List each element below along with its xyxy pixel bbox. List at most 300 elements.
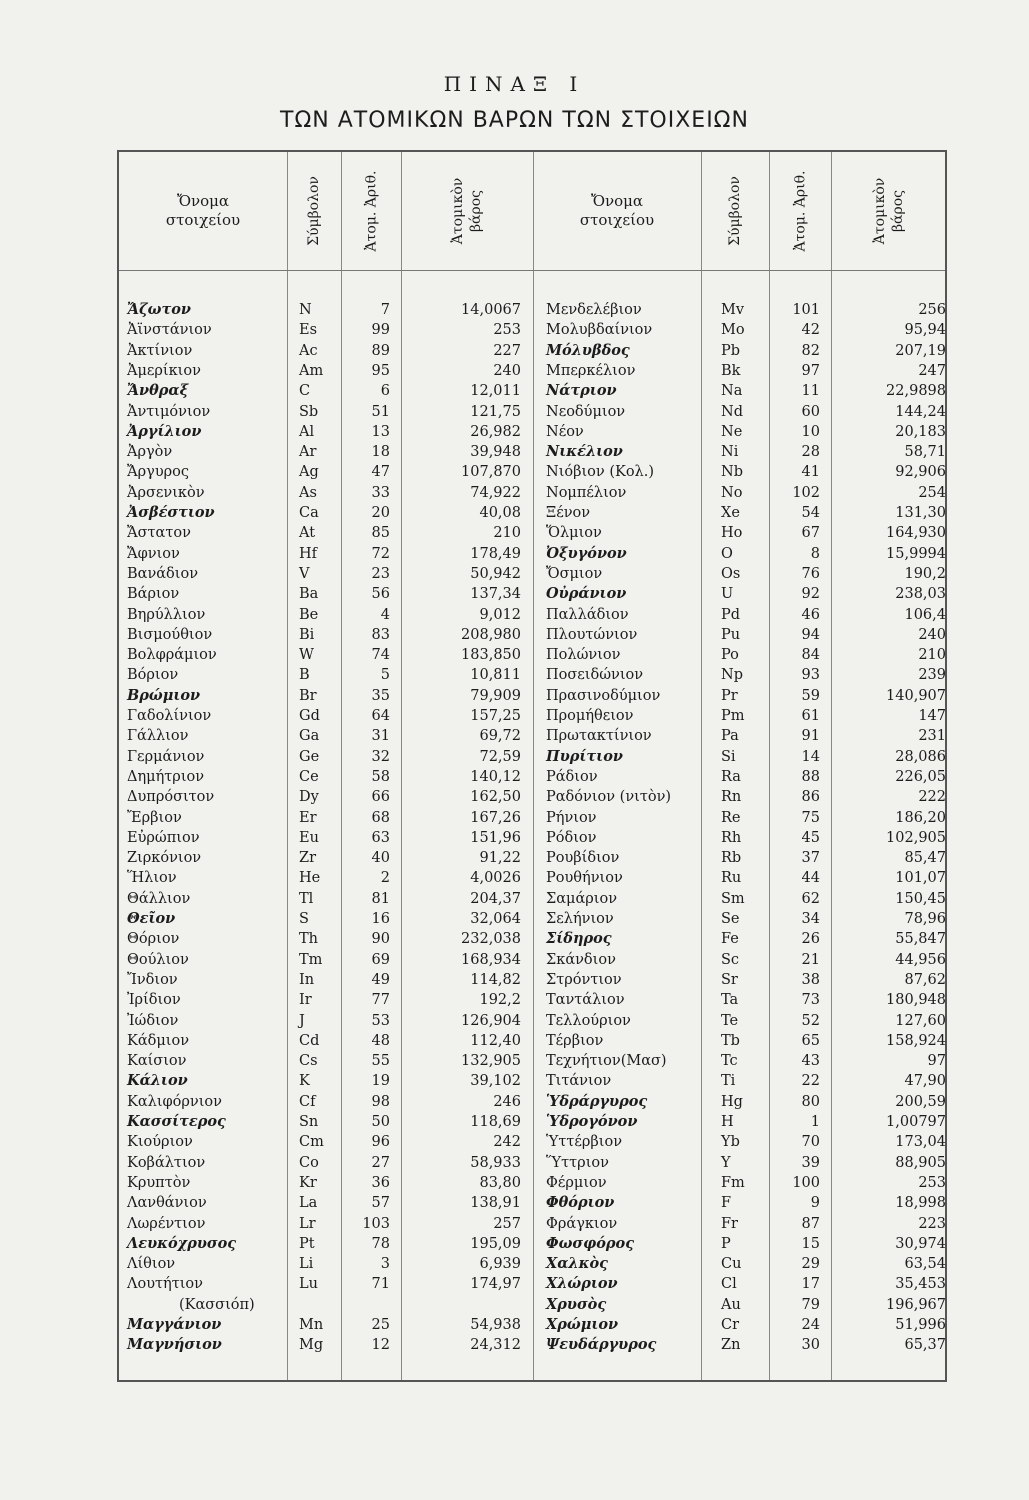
atomic-weight: 200,59	[895, 1093, 946, 1110]
atomic-weight: 50,942	[470, 565, 521, 582]
element-symbol: Te	[721, 1012, 739, 1029]
atomic-weights-table	[117, 150, 947, 1382]
atomic-number: 68	[371, 809, 390, 826]
element-name: Ραδόνιον (νιτὸν)	[546, 789, 672, 806]
atomic-number: 51	[371, 403, 390, 420]
atomic-number: 2	[380, 870, 390, 887]
element-symbol: Ac	[299, 342, 318, 359]
element-name: Σελήνιον	[546, 911, 614, 927]
element-symbol: Xe	[721, 505, 740, 521]
element-symbol: H	[721, 1114, 734, 1130]
atomic-weight: 157,25	[470, 708, 521, 724]
table-row	[119, 1335, 945, 1355]
element-name: Φωσφόρος	[546, 1234, 635, 1252]
atomic-number: 57	[371, 1195, 390, 1212]
atomic-number: 64	[371, 708, 390, 724]
atomic-weight: 32,064	[470, 911, 521, 927]
element-name: Λωρέντιον	[127, 1215, 206, 1232]
element-symbol: Sm	[721, 890, 745, 907]
element-symbol: At	[299, 525, 316, 542]
atomic-weight: 40,08	[479, 505, 521, 521]
header-divider	[119, 270, 945, 271]
table-row	[119, 422, 945, 442]
table-row	[119, 402, 945, 422]
table-row	[119, 665, 945, 685]
element-name: Βρώμιον	[127, 686, 201, 704]
atomic-number: 17	[801, 1276, 820, 1293]
atomic-number: 27	[371, 1154, 390, 1171]
atomic-weight: 138,91	[470, 1195, 521, 1212]
table-row	[119, 584, 945, 604]
atomic-number: 73	[801, 992, 820, 1009]
atomic-number: 45	[801, 829, 820, 846]
element-symbol: Cf	[299, 1093, 316, 1110]
atomic-weight: 164,930	[886, 525, 946, 542]
element-name: Βάριον	[127, 586, 180, 603]
atomic-number: 33	[371, 484, 390, 501]
element-name: Οὐράνιον	[546, 585, 627, 603]
element-symbol: Ne	[721, 423, 743, 440]
table-row	[119, 787, 945, 807]
atomic-weight: 121,75	[470, 403, 521, 420]
atomic-weight: 18,998	[895, 1195, 946, 1212]
element-symbol: In	[299, 971, 315, 988]
element-symbol: Mg	[299, 1337, 324, 1354]
element-symbol: Nd	[721, 403, 743, 420]
atomic-weight: 195,09	[470, 1235, 521, 1252]
element-symbol: Sn	[299, 1114, 319, 1130]
element-symbol: Am	[299, 362, 324, 379]
atomic-weight: 137,34	[470, 586, 521, 603]
element-symbol: Pt	[299, 1235, 315, 1252]
element-symbol: Bi	[299, 626, 315, 643]
atomic-weight: 173,04	[895, 1134, 946, 1151]
atomic-number: 93	[801, 667, 820, 684]
element-name: Ζιρκόνιον	[127, 850, 202, 867]
atomic-weight: 26,982	[470, 423, 521, 440]
table-row	[119, 1193, 945, 1213]
element-name: Ἄζωτον	[127, 301, 191, 318]
atomic-number: 23	[371, 565, 390, 582]
element-name: Λανθάνιον	[127, 1195, 207, 1212]
table-row	[119, 523, 945, 543]
table-row	[119, 625, 945, 645]
atomic-number: 1	[810, 1114, 820, 1130]
atomic-weight: 35,453	[895, 1276, 946, 1293]
atomic-number: 90	[371, 931, 390, 948]
atomic-number: 30	[801, 1337, 820, 1354]
element-symbol: V	[299, 565, 310, 582]
element-symbol: Mv	[721, 302, 745, 318]
atomic-weight: 69,72	[479, 728, 521, 745]
table-row	[119, 483, 945, 503]
element-name: Τιτάνιον	[546, 1073, 612, 1090]
atomic-weight: 55,847	[895, 931, 946, 948]
element-symbol: Hf	[299, 545, 318, 562]
atomic-number: 86	[801, 789, 820, 806]
table-row	[119, 909, 945, 929]
element-name: Θεῖον	[127, 910, 176, 927]
atomic-number: 37	[801, 850, 820, 867]
atomic-weight: 91,22	[479, 850, 521, 867]
atomic-number: 36	[371, 1174, 390, 1191]
atomic-weight: 65,37	[904, 1337, 946, 1354]
element-name: Νικέλιον	[546, 443, 623, 461]
atomic-number: 12	[371, 1337, 390, 1354]
atomic-number: 66	[371, 789, 390, 806]
atomic-weight: 58,71	[904, 444, 946, 461]
atomic-number: 102	[792, 484, 820, 501]
element-symbol: Eu	[299, 829, 319, 846]
atomic-weight: 174,97	[470, 1276, 521, 1293]
atomic-weight: 147	[918, 708, 946, 724]
element-name: Πυρίτιον	[546, 747, 623, 765]
element-name: Δημήτριον	[127, 768, 205, 785]
atomic-number: 97	[801, 362, 820, 379]
atomic-number: 99	[371, 322, 390, 339]
atomic-number: 14	[801, 748, 820, 765]
element-name: Ἀντιμόνιον	[127, 403, 211, 420]
element-name: Μαγνήσιον	[127, 1336, 222, 1354]
element-name: Ἄνθραξ	[127, 382, 189, 400]
atomic-weight: 85,47	[904, 850, 946, 867]
atomic-number: 71	[371, 1276, 390, 1293]
element-name: Μπερκέλιον	[546, 362, 636, 379]
atomic-number: 13	[371, 423, 390, 440]
atomic-weight: 24,312	[470, 1337, 521, 1354]
atomic-weight: 210	[918, 647, 946, 664]
element-name: Τέρβιον	[546, 1032, 604, 1049]
table-row	[119, 1011, 945, 1031]
table-row	[119, 320, 945, 340]
atomic-weight: 47,90	[904, 1073, 946, 1090]
atomic-weight: 97	[927, 1053, 946, 1070]
atomic-weight: 44,956	[895, 951, 946, 968]
table-row	[119, 341, 945, 361]
atomic-number: 83	[371, 626, 390, 643]
header-atomic-weight: Ἀτομικὸν βάρος	[450, 177, 484, 245]
element-name: Μολυβδαίνιον	[546, 322, 653, 339]
element-name: Νομπέλιον	[546, 484, 627, 501]
element-symbol: Yb	[721, 1134, 740, 1151]
header-name: Ὄνομα στοιχείου	[165, 192, 241, 229]
atomic-weight: 6,939	[479, 1256, 521, 1273]
element-name: Ἄργυρος	[127, 464, 190, 481]
atomic-weight: 162,50	[470, 789, 521, 806]
atomic-weight: 183,850	[461, 647, 521, 664]
element-name: (Κασσιόπ)	[179, 1296, 255, 1313]
atomic-number: 62	[801, 890, 820, 907]
element-name: Δυπρόσιτον	[127, 789, 215, 806]
atomic-number: 65	[801, 1032, 820, 1049]
atomic-weight: 144,24	[895, 403, 946, 420]
atomic-weight: 107,870	[461, 464, 521, 481]
element-symbol: Ir	[299, 992, 312, 1009]
element-name: Μόλυβδος	[546, 341, 630, 359]
table-row	[119, 381, 945, 401]
atomic-weight: 131,30	[895, 505, 946, 521]
element-name: Κάδμιον	[127, 1032, 190, 1049]
atomic-number: 48	[371, 1032, 390, 1049]
element-symbol: Na	[721, 383, 743, 400]
element-symbol: O	[721, 545, 733, 562]
atomic-weight: 186,20	[895, 809, 946, 826]
element-name: Τελλούριον	[546, 1012, 631, 1029]
atomic-number: 19	[371, 1073, 390, 1090]
element-name: Κρυπτὸν	[127, 1174, 191, 1191]
element-symbol: W	[299, 647, 314, 664]
element-symbol: Os	[721, 565, 741, 582]
element-symbol: Zn	[721, 1337, 741, 1354]
element-symbol: He	[299, 870, 321, 887]
element-symbol: Gd	[299, 708, 320, 724]
atomic-weight: 242	[493, 1134, 521, 1151]
atomic-number: 81	[371, 890, 390, 907]
atomic-weight: 101,07	[895, 870, 946, 887]
element-symbol: Es	[299, 322, 318, 339]
atomic-weight: 210	[493, 525, 521, 542]
atomic-weight: 78,96	[904, 911, 946, 927]
element-symbol: La	[299, 1195, 318, 1212]
atomic-number: 89	[371, 342, 390, 359]
element-symbol: Ca	[299, 505, 319, 521]
element-symbol: Sr	[721, 971, 738, 988]
element-symbol: Tl	[299, 890, 314, 907]
atomic-number: 77	[371, 992, 390, 1009]
element-name: Καίσιον	[127, 1053, 187, 1070]
atomic-weight: 102,905	[886, 829, 946, 846]
atomic-number: 49	[371, 971, 390, 988]
atomic-number: 4	[380, 606, 390, 623]
atomic-number: 16	[371, 911, 390, 927]
atomic-weight: 83,80	[479, 1174, 521, 1191]
element-name: Ξένον	[546, 505, 591, 521]
atomic-number: 91	[801, 728, 820, 745]
element-name: Θάλλιον	[127, 890, 191, 907]
atomic-weight: 240	[493, 362, 521, 379]
atomic-weight: 22,9898	[886, 383, 946, 400]
atomic-number: 38	[801, 971, 820, 988]
atomic-weight: 39,948	[470, 444, 521, 461]
atomic-weight: 246	[493, 1093, 521, 1110]
element-name: Γερμάνιον	[127, 748, 205, 765]
element-symbol: K	[299, 1073, 310, 1090]
element-name: Πρωτακτίνιον	[546, 728, 652, 745]
atomic-weight: 88,905	[895, 1154, 946, 1171]
atomic-weight: 167,26	[470, 809, 521, 826]
atomic-weight: 112,40	[470, 1032, 521, 1049]
element-symbol: Ga	[299, 728, 320, 745]
element-symbol: Al	[299, 423, 315, 440]
atomic-number: 44	[801, 870, 820, 887]
atomic-number: 21	[801, 951, 820, 968]
atomic-weight: 240	[918, 626, 946, 643]
atomic-weight: 178,49	[470, 545, 521, 562]
element-name: Ἥλιον	[127, 870, 177, 887]
atomic-number: 26	[801, 931, 820, 948]
atomic-number: 53	[371, 1012, 390, 1029]
atomic-number: 7	[380, 302, 390, 318]
atomic-number: 31	[371, 728, 390, 745]
atomic-number: 61	[801, 708, 820, 724]
element-name: Φέρμιον	[546, 1174, 607, 1191]
atomic-weight: 79,909	[470, 687, 521, 704]
element-name: Νέον	[546, 423, 584, 440]
element-symbol: Ce	[299, 768, 319, 785]
atomic-number: 100	[792, 1174, 820, 1191]
table-row	[119, 605, 945, 625]
element-name: Ἴνδιον	[127, 971, 178, 988]
element-symbol: Cs	[299, 1053, 318, 1070]
table-row	[119, 645, 945, 665]
atomic-number: 15	[801, 1235, 820, 1252]
element-symbol: Bk	[721, 362, 741, 379]
table-row	[119, 706, 945, 726]
atomic-number: 6	[380, 383, 390, 400]
element-name: Στρόντιον	[546, 971, 622, 988]
element-name: Σίδηρος	[546, 930, 612, 948]
atomic-number: 24	[801, 1317, 820, 1333]
atomic-number: 10	[801, 423, 820, 440]
element-name: Ἰρίδιον	[127, 992, 181, 1009]
atomic-number: 8	[810, 545, 820, 562]
atomic-number: 84	[801, 647, 820, 664]
element-name: Ἀργὸν	[127, 444, 173, 461]
element-symbol: Br	[299, 687, 317, 704]
table-row	[119, 1295, 945, 1315]
atomic-weight: 254	[918, 484, 946, 501]
atomic-number: 63	[371, 829, 390, 846]
atomic-weight: 232,038	[461, 931, 521, 948]
header-atomic-number-2: Ἀτομ. Ἀριθ.	[792, 170, 808, 252]
element-symbol: Cl	[721, 1276, 737, 1293]
atomic-weight: 63,54	[904, 1256, 946, 1273]
atomic-weight: 231	[918, 728, 946, 745]
atomic-weight: 192,2	[479, 992, 521, 1009]
element-name: Ὑδράργυρος	[546, 1092, 648, 1110]
table-row	[119, 990, 945, 1010]
header-symbol: Σύμβολον	[306, 176, 322, 246]
table-row	[119, 747, 945, 767]
table-row	[119, 889, 945, 909]
element-symbol: Lu	[299, 1276, 318, 1293]
element-name: Λίθιον	[127, 1256, 176, 1273]
element-name: Πρασινοδύμιον	[546, 687, 661, 704]
table-row	[119, 361, 945, 381]
atomic-weight: 239	[918, 667, 946, 684]
element-symbol: Li	[299, 1256, 314, 1273]
atomic-weight: 190,2	[904, 565, 946, 582]
element-name: Βισμούθιον	[127, 626, 213, 643]
table-row	[119, 1234, 945, 1254]
element-symbol: F	[721, 1195, 732, 1212]
element-symbol: Ho	[721, 525, 743, 542]
atomic-weight: 10,811	[470, 667, 521, 684]
table-row	[119, 503, 945, 523]
table-row	[119, 828, 945, 848]
table-row	[119, 1254, 945, 1274]
atomic-weight: 180,948	[886, 992, 946, 1009]
atomic-number: 94	[801, 626, 820, 643]
atomic-number: 95	[371, 362, 390, 379]
element-symbol: Th	[299, 931, 319, 948]
element-name: Ρόδιον	[546, 829, 597, 846]
element-symbol: Pa	[721, 728, 739, 745]
element-symbol: Ag	[299, 464, 319, 481]
element-name: Ὑττέρβιον	[546, 1134, 623, 1151]
atomic-number: 92	[801, 586, 820, 603]
element-name: Ρήνιον	[546, 809, 597, 826]
atomic-number: 60	[801, 403, 820, 420]
element-name: Ψευδάργυρος	[546, 1336, 657, 1354]
atomic-number: 52	[801, 1012, 820, 1029]
element-name: Γαδολίνιον	[127, 708, 212, 724]
element-name: Κάλιον	[127, 1072, 188, 1090]
atomic-number: 59	[801, 687, 820, 704]
atomic-weight: 58,933	[470, 1154, 521, 1171]
table-row	[119, 950, 945, 970]
atomic-weight: 158,924	[886, 1032, 946, 1049]
table-row	[119, 1051, 945, 1071]
element-name: Βανάδιον	[127, 565, 199, 582]
atomic-number: 20	[371, 505, 390, 521]
atomic-weight: 72,59	[479, 748, 521, 765]
atomic-number: 82	[801, 342, 820, 359]
element-symbol: U	[721, 586, 734, 603]
atomic-weight: 247	[918, 362, 946, 379]
atomic-number: 79	[801, 1296, 820, 1313]
atomic-weight: 106,4	[904, 606, 946, 623]
element-symbol: Si	[721, 748, 736, 765]
table-row	[119, 1092, 945, 1112]
atomic-number: 55	[371, 1053, 390, 1070]
atomic-weight: 114,82	[470, 971, 521, 988]
atomic-number: 35	[371, 687, 390, 704]
table-row	[119, 686, 945, 706]
header-name-2: Ὄνομα στοιχείου	[579, 192, 655, 229]
element-name: Νεοδύμιον	[546, 403, 626, 420]
table-row	[119, 442, 945, 462]
atomic-number: 9	[810, 1195, 820, 1212]
element-symbol: Fe	[721, 931, 739, 948]
element-name: Χαλκὸς	[546, 1255, 608, 1273]
atomic-number: 56	[371, 586, 390, 603]
element-symbol: N	[299, 302, 312, 318]
table-row	[119, 808, 945, 828]
atomic-weight: 204,37	[470, 890, 521, 907]
atomic-number: 41	[801, 464, 820, 481]
atomic-weight: 253	[918, 1174, 946, 1191]
element-name: Γάλλιον	[127, 728, 189, 745]
atomic-weight: 127,60	[895, 1012, 946, 1029]
element-name: Λευκόχρυσος	[127, 1234, 237, 1252]
element-name: Χρώμιον	[546, 1316, 619, 1333]
element-name: Κασσίτερος	[127, 1113, 226, 1130]
element-name: Ρουθήνιον	[546, 870, 623, 887]
atomic-number: 58	[371, 768, 390, 785]
atomic-number: 39	[801, 1154, 820, 1171]
element-symbol: Pr	[721, 687, 738, 704]
element-name: Πολώνιον	[546, 647, 621, 664]
table-row	[119, 1031, 945, 1051]
table-row	[119, 970, 945, 990]
element-symbol: Mo	[721, 322, 745, 339]
element-symbol: Fr	[721, 1215, 738, 1232]
atomic-number: 5	[380, 667, 390, 684]
element-name: Κοβάλτιον	[127, 1154, 206, 1171]
element-name: Νιόβιον (Κολ.)	[546, 464, 654, 481]
element-name: Ἀρσενικὸν	[127, 484, 205, 501]
